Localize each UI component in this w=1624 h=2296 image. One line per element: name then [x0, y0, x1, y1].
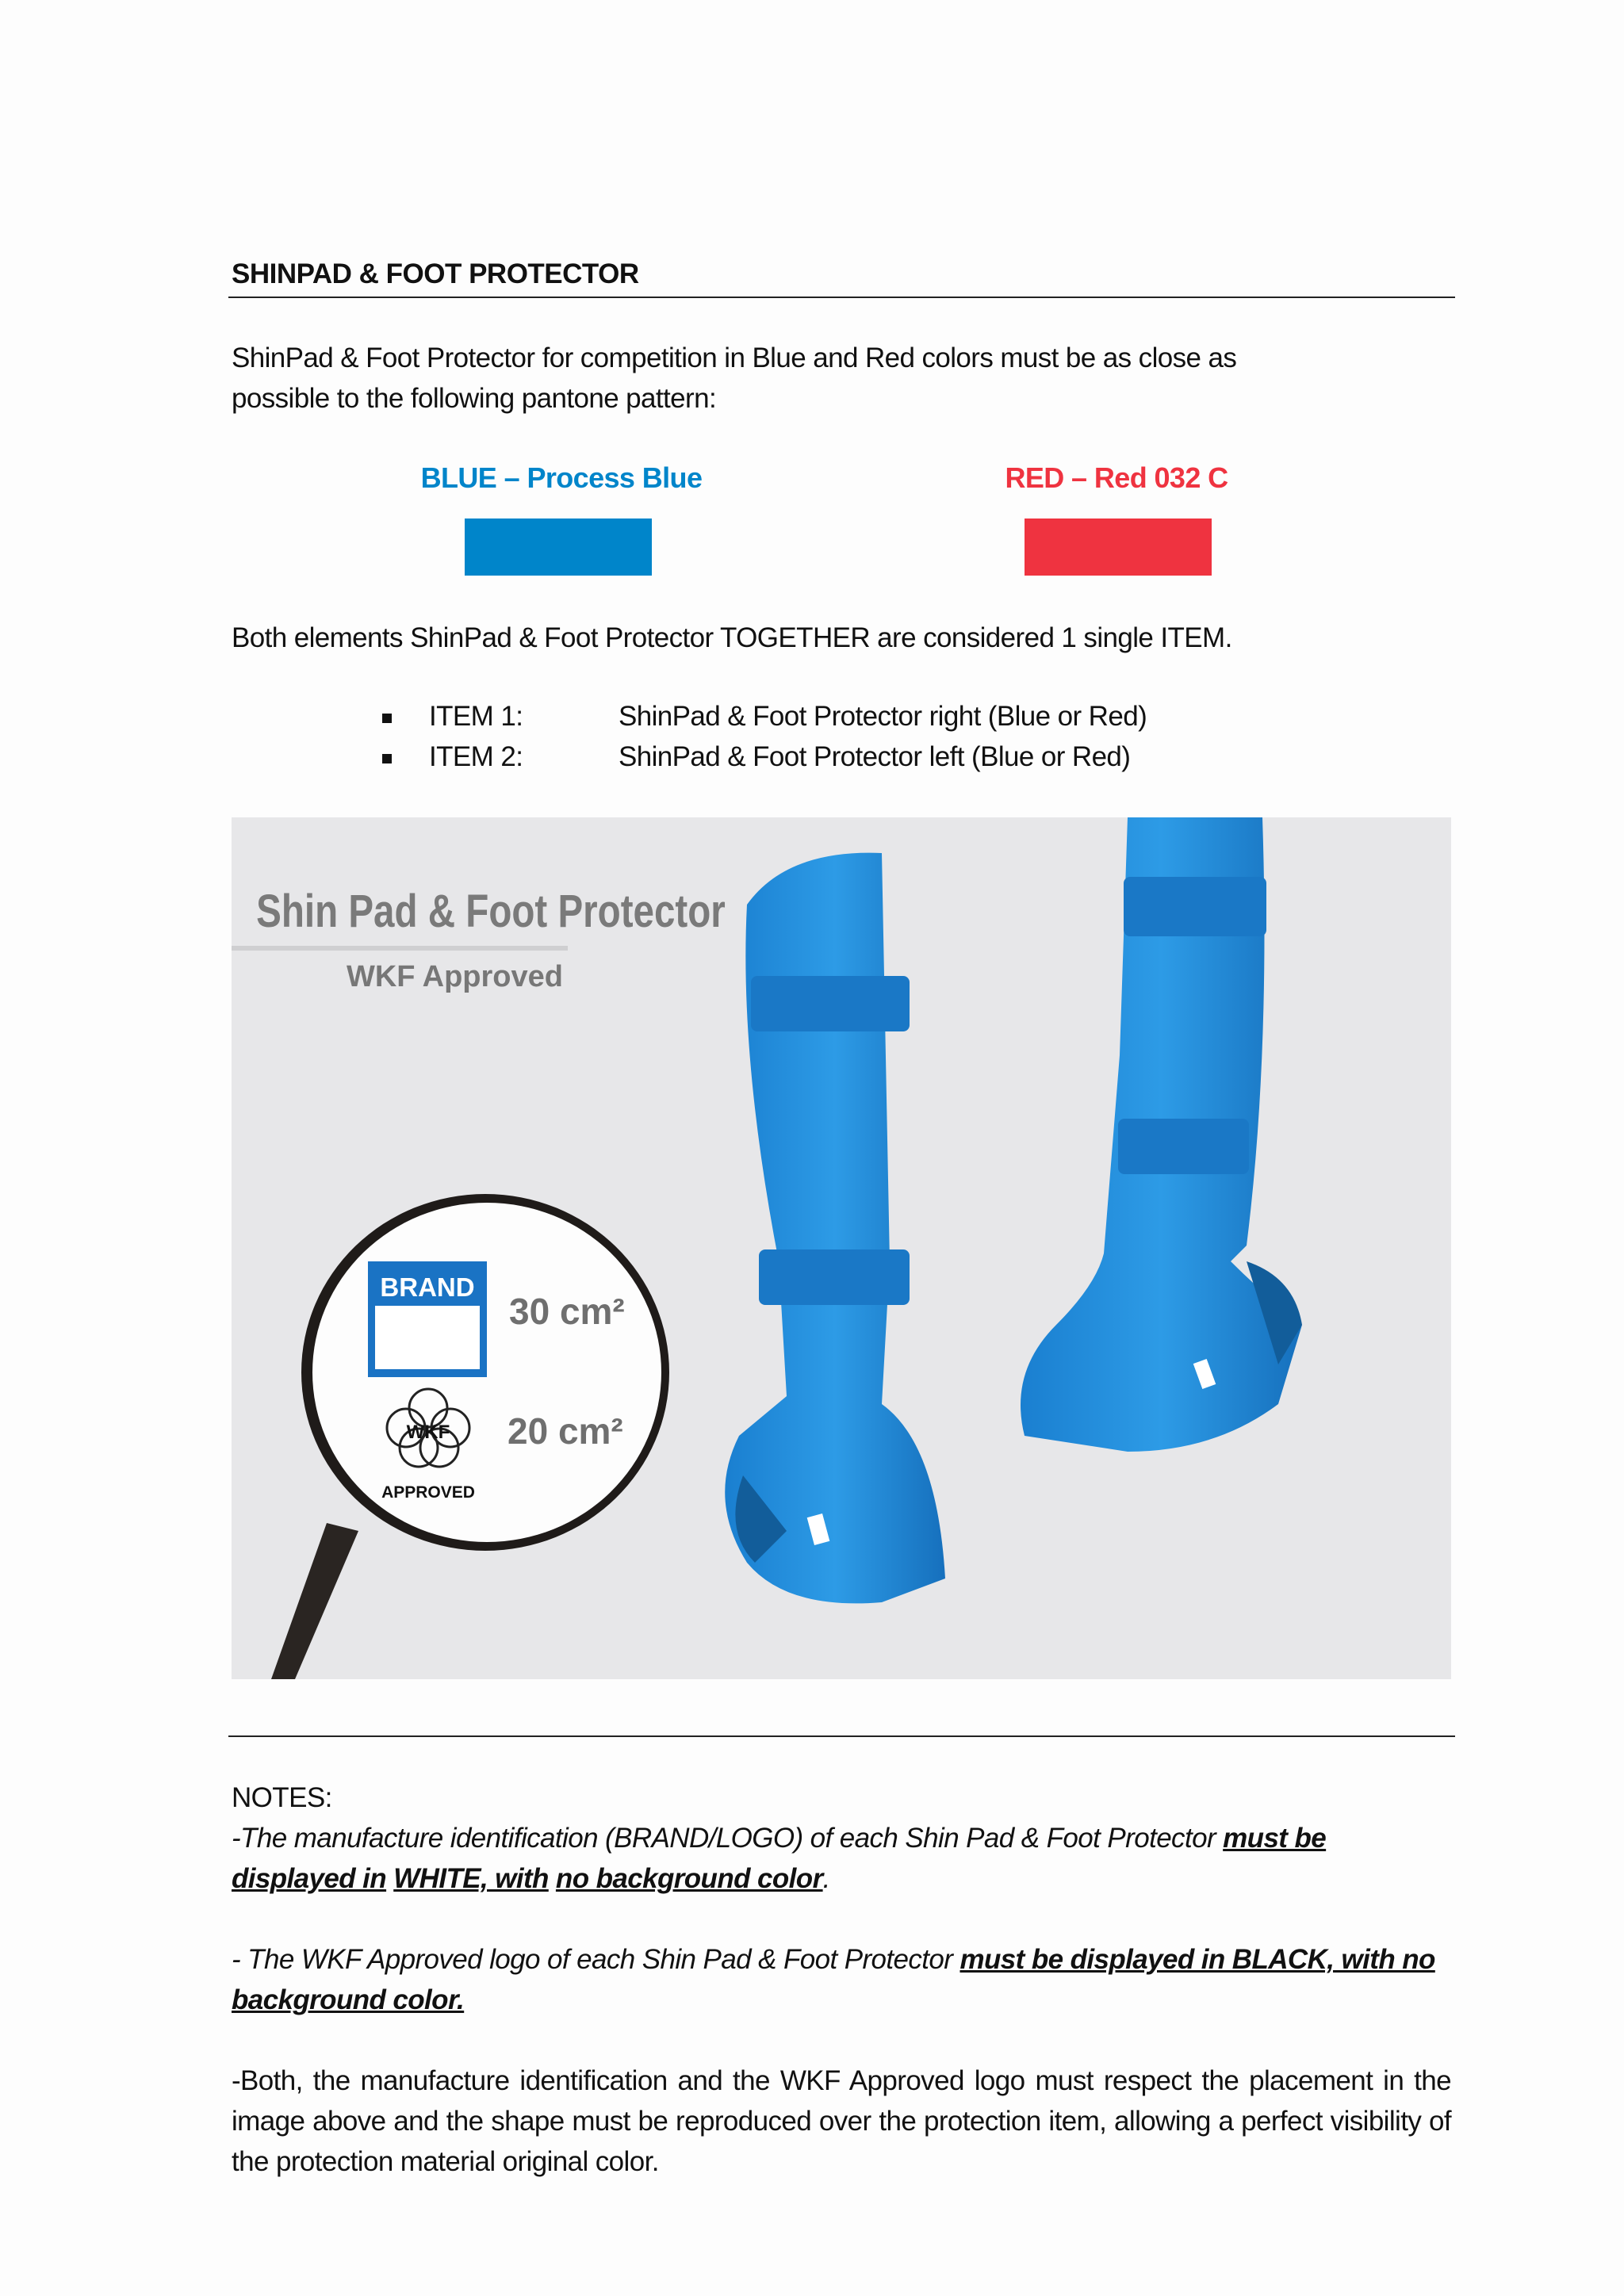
note-1 — [232, 1818, 1451, 1899]
note-1-emphasis: must be displayed in — [232, 1823, 1327, 1894]
wkf-size-label: 20 cm² — [508, 1410, 623, 1452]
blue-color-swatch — [465, 519, 652, 576]
photo-title: Shin Pad & Foot Protector — [256, 886, 726, 938]
intro-line-2: possible to the following pantone pattern: — [232, 383, 717, 414]
note-1-end: . — [822, 1863, 830, 1894]
heading-divider — [228, 297, 1455, 298]
bullet-icon — [382, 754, 392, 763]
item-2-label: ITEM 2: — [429, 741, 523, 772]
note-3: -Both, the manufacture identification and the WKF Approved logo must respect the placement in the image above and the shape must be reproduced over the protection item, allowing a perfect visibility of the protection material original color. — [232, 2065, 1451, 2177]
note-2 — [232, 1939, 1451, 2020]
note-1-emphasis: WHITE, with — [393, 1863, 549, 1894]
item-1-label: ITEM 1: — [429, 701, 523, 732]
brand-size-label: 30 cm² — [509, 1291, 625, 1332]
brand-logo-text: BRAND — [380, 1272, 475, 1302]
intro-line-1: ShinPad & Foot Protector for competition in Blue and Red colors must be as close as — [232, 342, 1237, 373]
wkf-logo-text: WKF — [406, 1422, 450, 1443]
bullet-icon — [382, 714, 392, 723]
notes-section — [232, 1777, 1451, 2222]
blue-swatch-label: BLUE – Process Blue — [420, 461, 703, 494]
red-swatch-label: RED – Red 032 C — [1005, 461, 1228, 494]
note-2-emphasis: must be displayed in BLACK, with no background color. — [232, 1944, 1435, 2015]
brand-logo-text: LOGO — [389, 1302, 466, 1331]
red-color-swatch — [1025, 519, 1212, 576]
item-1-text: ShinPad & Foot Protector right (Blue or Red) — [619, 701, 1147, 732]
item-2-text: ShinPad & Foot Protector left (Blue or Red) — [619, 741, 1131, 772]
note-1-text: -The manufacture identification (BRAND/LOGO) of each Shin Pad & Foot Protector — [232, 1823, 1224, 1854]
note-1-emphasis: no background color — [555, 1863, 823, 1894]
together-statement: Both elements ShinPad & Foot Protector TOGETHER are considered 1 single ITEM. — [232, 622, 1232, 653]
note-2-text: - The WKF Approved logo of each Shin Pad & Foot Protector — [232, 1944, 960, 1975]
photo-subtitle: WKF Approved — [346, 960, 563, 993]
photo-divider — [228, 1735, 1455, 1737]
section-heading: SHINPAD & FOOT PROTECTOR — [232, 258, 639, 289]
product-photo — [232, 817, 1451, 1679]
shinpad-right-illustration — [725, 853, 945, 1604]
wkf-approved-text: APPROVED — [381, 1483, 475, 1502]
notes-title: NOTES: — [232, 1782, 332, 1813]
shinpad-left-illustration — [1021, 817, 1302, 1452]
